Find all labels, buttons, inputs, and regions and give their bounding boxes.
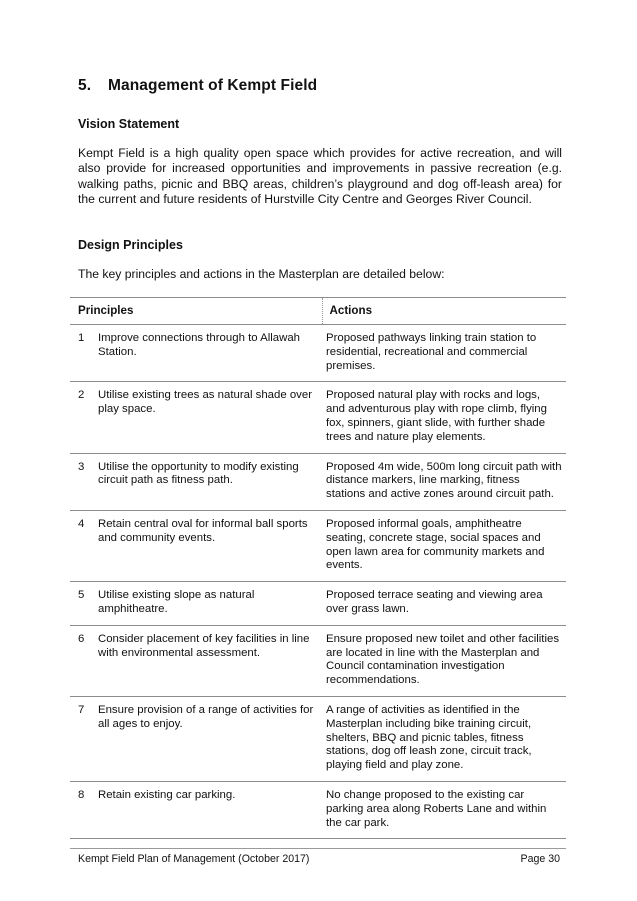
footer-document-title: Kempt Field Plan of Management (October 2017) xyxy=(78,853,310,865)
table-header-row xyxy=(70,298,566,325)
action-cell: Proposed informal goals, amphitheatre seating, concrete stage, social spaces and open lawn area for community markets and events. xyxy=(322,510,566,581)
design-principles-intro: The key principles and actions in the Masterplan are detailed below: xyxy=(78,267,445,281)
action-cell: Proposed natural play with rocks and logs, and adventurous play with rope climb, flying fox, spinners, giant slide, with further shade trees and nature play elements. xyxy=(322,382,566,453)
section-title: Management of Kempt Field xyxy=(108,77,318,94)
principle-cell: Retain existing car parking. xyxy=(98,781,322,838)
row-number: 2 xyxy=(70,382,98,453)
principles-column-header: Principles xyxy=(70,298,322,325)
table-row xyxy=(70,453,566,510)
principle-cell: Utilise the opportunity to modify existing circuit path as fitness path. xyxy=(98,453,322,510)
table-row xyxy=(70,696,566,781)
design-principles-heading: Design Principles xyxy=(78,238,183,252)
table-row xyxy=(70,781,566,838)
principle-cell: Ensure provision of a range of activities for all ages to enjoy. xyxy=(98,696,322,781)
row-number: 4 xyxy=(70,510,98,581)
section-number: 5. xyxy=(78,77,92,94)
table-row xyxy=(70,510,566,581)
row-number: 6 xyxy=(70,625,98,696)
footer-page-number: Page 30 xyxy=(520,853,560,865)
row-number: 3 xyxy=(70,453,98,510)
footer-divider xyxy=(70,848,566,849)
action-cell: Ensure proposed new toilet and other facilities are located in line with the Masterplan and Council contamination investigation recommendations. xyxy=(322,625,566,696)
principle-cell: Utilise existing trees as natural shade over play space. xyxy=(98,382,322,453)
section-heading xyxy=(78,77,317,95)
row-number: 1 xyxy=(70,325,98,382)
principle-cell: Improve connections through to Allawah Station. xyxy=(98,325,322,382)
principle-cell: Retain central oval for informal ball sports and community events. xyxy=(98,510,322,581)
table-row xyxy=(70,382,566,453)
table-row xyxy=(70,325,566,382)
principle-cell: Consider placement of key facilities in line with environmental assessment. xyxy=(98,625,322,696)
action-cell: Proposed pathways linking train station to residential, recreational and commercial premises. xyxy=(322,325,566,382)
action-cell: Proposed 4m wide, 500m long circuit path with distance markers, line marking, fitness stations and active zones around circuit path. xyxy=(322,453,566,510)
principle-cell: Utilise existing slope as natural amphitheatre. xyxy=(98,582,322,626)
vision-text: Kempt Field is a high quality open space which provides for active recreation, and will also provide for increased opportunities and improvements in passive recreation (e.g. walking paths, picnic and BBQ areas, children’s playground and dog off-leash area) for the current and future residents of Hurstville City Centre and Georges River Council. xyxy=(78,146,562,207)
action-cell: No change proposed to the existing car parking area along Roberts Lane and within the car park. xyxy=(322,781,566,838)
row-number: 5 xyxy=(70,582,98,626)
principles-table xyxy=(70,297,566,839)
vision-heading: Vision Statement xyxy=(78,117,180,131)
action-cell: A range of activities as identified in the Masterplan including bike training circuit, shelters, BBQ and picnic tables, fitness stations, dog off leash zone, circuit track, playing field and play zone. xyxy=(322,696,566,781)
table-row xyxy=(70,625,566,696)
actions-column-header: Actions xyxy=(322,298,566,325)
action-cell: Proposed terrace seating and viewing area over grass lawn. xyxy=(322,582,566,626)
row-number: 7 xyxy=(70,696,98,781)
row-number: 8 xyxy=(70,781,98,838)
table-row xyxy=(70,582,566,626)
